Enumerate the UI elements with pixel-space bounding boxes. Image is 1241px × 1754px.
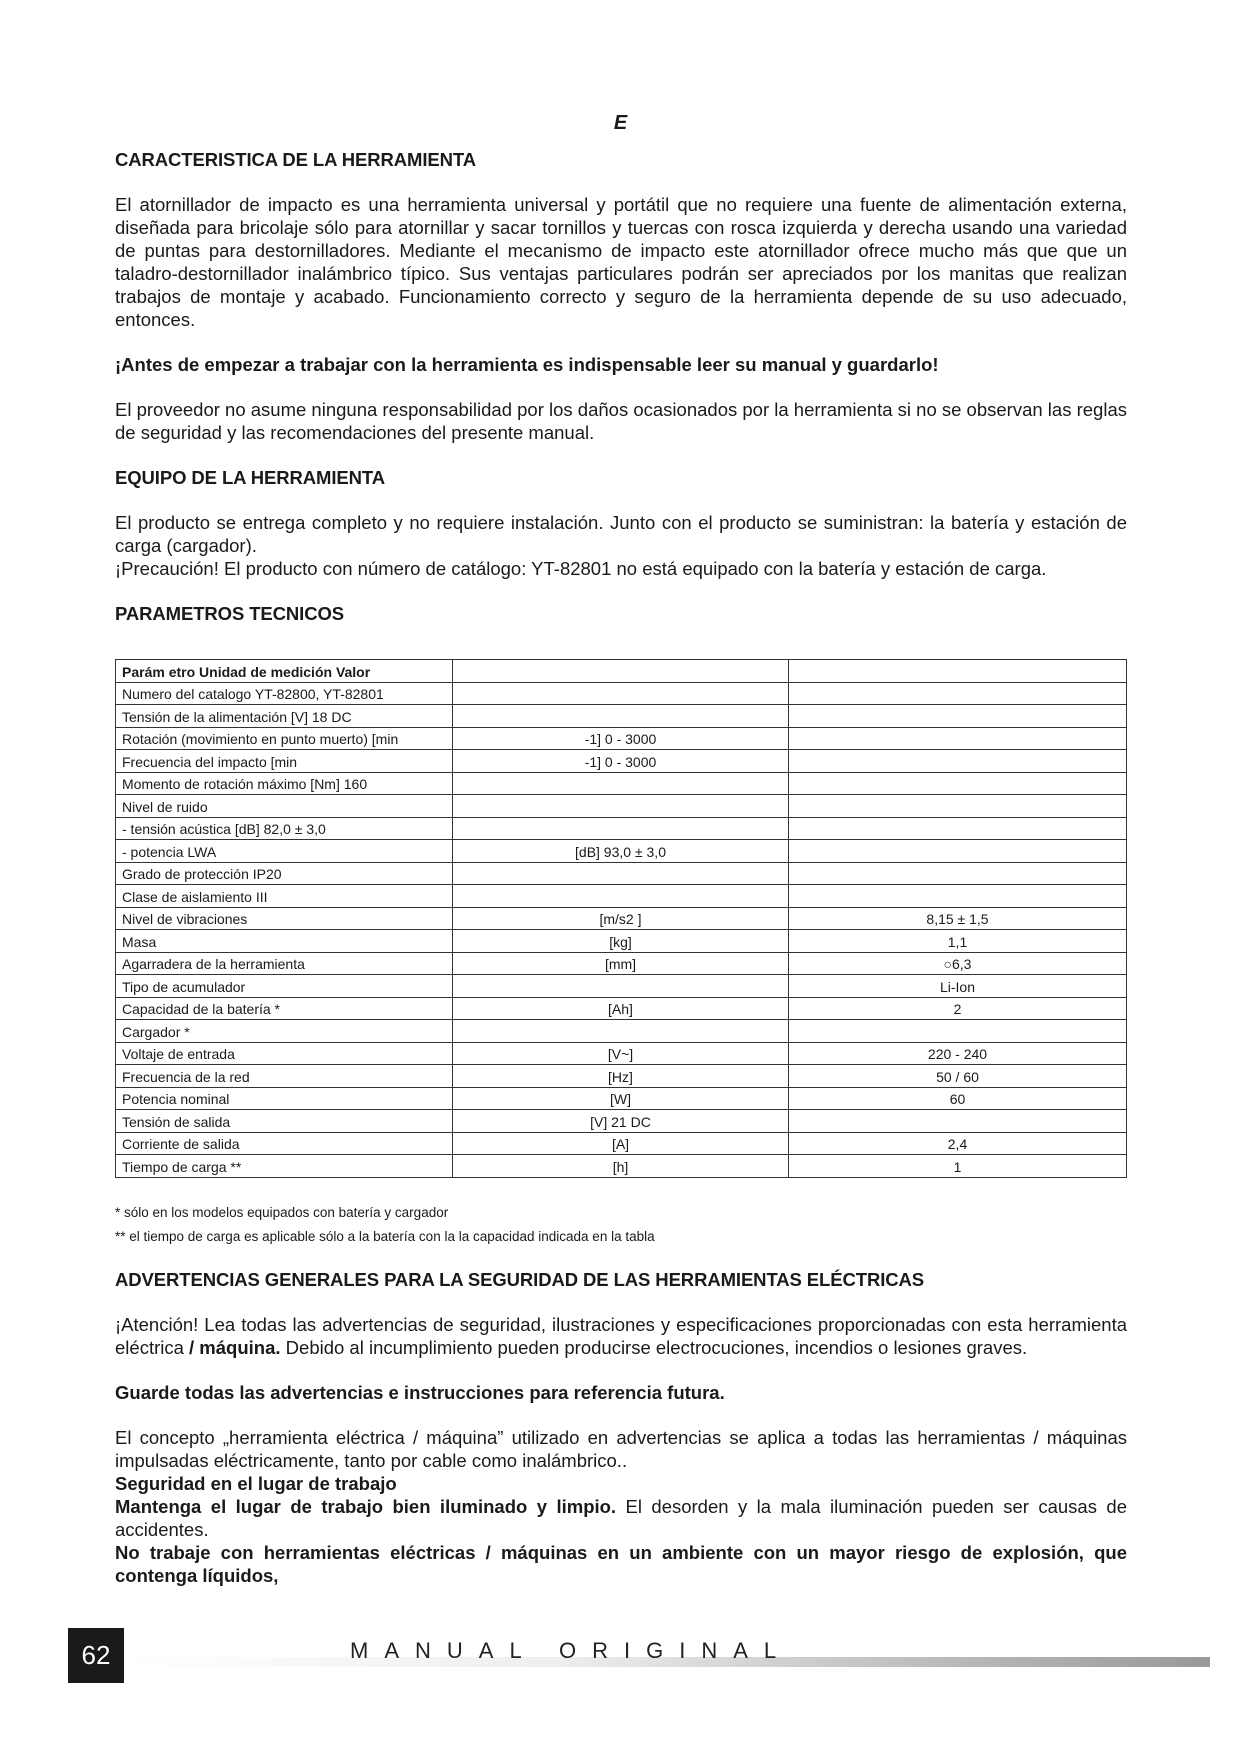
section-title-safety: ADVERTENCIAS GENERALES PARA LA SEGURIDAD DE LAS HERRAMIENTAS ELÉCTRICAS	[115, 1268, 925, 1290]
attention-text-b: Debido al incumplimiento pueden producirse electrocuciones, incendios o lesiones graves.	[280, 1336, 1028, 1358]
explosion-risk-line: No trabaje con herramientas eléctricas / máquinas en un ambiente con un mayor riesgo de explosión, que contenga líquidos,	[115, 1541, 1127, 1586]
table-cell-c3: 60	[789, 1087, 1127, 1110]
table-cell-c3: 220 - 240	[789, 1042, 1127, 1065]
table-cell-c1: - potencia LWA	[116, 840, 453, 863]
table-cell-c1: Potencia nominal	[116, 1087, 453, 1110]
table-cell-c1: Frecuencia de la red	[116, 1065, 453, 1088]
table-cell-c3	[789, 772, 1127, 795]
table-cell-c1: Capacidad de la batería *	[116, 997, 453, 1020]
table-row	[116, 1132, 1127, 1155]
workplace-paragraph	[115, 1495, 1127, 1541]
footnote-battery: * sólo en los modelos equipados con batería y cargador	[115, 1204, 449, 1220]
table-row	[116, 997, 1127, 1020]
equipment-caution: ¡Precaución! El producto con número de catálogo: YT-82801 no está equipado con la batería y estación de carga.	[115, 558, 1047, 579]
table-row	[116, 750, 1127, 773]
attention-text-a: ¡Atención! Lea todas las advertencias de seguridad, ilustraciones y especificaciones proporcionadas con esta herramienta eléctrica	[115, 1313, 1127, 1358]
table-cell-c1: Cargador *	[116, 1020, 453, 1043]
table-cell-c3	[789, 795, 1127, 818]
table-cell-c3: 2,4	[789, 1132, 1127, 1155]
equipment-paragraph: El producto se entrega completo y no requiere instalación. Junto con el producto se suministran: la batería y estación de carga (cargador).	[115, 512, 1127, 556]
table-row	[116, 1155, 1127, 1178]
table-cell-c1: Nivel de vibraciones	[116, 907, 453, 930]
table-cell-c2: [h]	[453, 1155, 789, 1178]
table-cell-c1: Tipo de acumulador	[116, 975, 453, 998]
table-row	[116, 1065, 1127, 1088]
table-row	[116, 727, 1127, 750]
table-row	[116, 930, 1127, 953]
section-title-parameters: PARAMETROS TECNICOS	[115, 603, 345, 624]
table-cell-c2: [A]	[453, 1132, 789, 1155]
table-cell-c1: Voltaje de entrada	[116, 1042, 453, 1065]
table-row	[116, 660, 1127, 683]
table-cell-c3: 8,15 ± 1,5	[789, 907, 1127, 930]
table-cell-c1: Agarradera de la herramienta	[116, 952, 453, 975]
table-row	[116, 952, 1127, 975]
table-cell-c3	[789, 660, 1127, 683]
table-cell-c3	[789, 727, 1127, 750]
table-cell-c3	[789, 862, 1127, 885]
attention-text-bold: / máquina.	[189, 1336, 281, 1358]
table-cell-c1: Momento de rotación máximo [Nm] 160	[116, 772, 453, 795]
table-cell-c2	[453, 795, 789, 818]
table-cell-c3	[789, 885, 1127, 908]
table-cell-c2	[453, 682, 789, 705]
table-cell-c3	[789, 750, 1127, 773]
table-cell-c2: [W]	[453, 1087, 789, 1110]
page-content	[115, 148, 1127, 1587]
workplace-text: El desorden y la mala iluminación pueden ser causas de accidentes.	[115, 1495, 1127, 1540]
table-cell-c3: 1,1	[789, 930, 1127, 953]
page-number-box	[68, 1628, 124, 1683]
table-cell-c3	[789, 682, 1127, 705]
table-cell-c2: [kg]	[453, 930, 789, 953]
table-cell-c1: Tiempo de carga **	[116, 1155, 453, 1178]
table-row	[116, 795, 1127, 818]
table-row	[116, 862, 1127, 885]
section-title-equipment: EQUIPO DE LA HERRAMIENTA	[115, 467, 385, 488]
table-cell-c2	[453, 817, 789, 840]
table-cell-c2	[453, 885, 789, 908]
table-cell-c1: - tensión acústica [dB] 82,0 ± 3,0	[116, 817, 453, 840]
table-cell-c1: Nivel de ruido	[116, 795, 453, 818]
table-row	[116, 817, 1127, 840]
table-cell-c2: [Ah]	[453, 997, 789, 1020]
table-cell-c3	[789, 705, 1127, 728]
table-row	[116, 1087, 1127, 1110]
section-title-characteristics: CARACTERISTICA DE LA HERRAMIENTA	[115, 149, 476, 170]
table-cell-c3: 50 / 60	[789, 1065, 1127, 1088]
table-cell-c3	[789, 817, 1127, 840]
table-cell-c2	[453, 660, 789, 683]
table-cell-c2	[453, 975, 789, 998]
table-cell-c2: [mm]	[453, 952, 789, 975]
table-cell-c2: [V] 21 DC	[453, 1110, 789, 1133]
characteristics-paragraph: El atornillador de impacto es una herramienta universal y portátil que no requiere una fuente de alimentación externa, diseñada para bricolaje sólo para atornillar y sacar tornillos y tuercas con rosca izquierda y derecha usando una variedad de puntas para destornilladores. Mediante el mecanismo de impacto este atornillador ofrece mucho más que que un taladro-destornillador inalámbrico típico. Sus ventajas particulares podrán ser apreciados por los manitas que realizan trabajos de montaje y acabado. Funcionamiento correcto y seguro de la herramienta depende de su uso adecuado, entonces.	[115, 194, 1127, 330]
table-row	[116, 840, 1127, 863]
table-cell-c2: [m/s2 ]	[453, 907, 789, 930]
table-cell-c2: -1] 0 - 3000	[453, 750, 789, 773]
table-cell-c2: [V~]	[453, 1042, 789, 1065]
table-cell-c3	[789, 840, 1127, 863]
table-row	[116, 682, 1127, 705]
table-cell-c1: Masa	[116, 930, 453, 953]
table-row	[116, 885, 1127, 908]
workplace-safety-title: Seguridad en el lugar de trabajo	[115, 1472, 397, 1494]
read-manual-warning: ¡Antes de empezar a trabajar con la herramienta es indispensable leer su manual y guardarlo!	[115, 354, 939, 375]
table-cell-c3: 2	[789, 997, 1127, 1020]
page-number: 62	[81, 1640, 111, 1670]
table-cell-c1: Frecuencia del impacto [min	[116, 750, 453, 773]
table-footnotes	[115, 1204, 1127, 1246]
table-cell-c2: -1] 0 - 3000	[453, 727, 789, 750]
table-cell-c3	[789, 1110, 1127, 1133]
table-cell-c2: [dB] 93,0 ± 3,0	[453, 840, 789, 863]
table-row	[116, 1042, 1127, 1065]
table-cell-c3: 1	[789, 1155, 1127, 1178]
table-row	[116, 1020, 1127, 1043]
table-row	[116, 772, 1127, 795]
table-cell-c2	[453, 1020, 789, 1043]
table-cell-c3	[789, 1020, 1127, 1043]
table-cell-c3: ○6,3	[789, 952, 1127, 975]
language-code: E	[613, 112, 628, 134]
keep-instructions-notice: Guarde todas las advertencias e instrucciones para referencia futura.	[115, 1381, 725, 1403]
concept-paragraph: El concepto „herramienta eléctrica / máquina” utilizado en advertencias se aplica a todas las herramientas / máquinas impulsadas eléctricamente, tanto por cable como inalámbrico..	[115, 1426, 1127, 1471]
technical-parameters-table	[115, 659, 1127, 1178]
table-cell-c2	[453, 705, 789, 728]
workplace-bold: Mantenga el lugar de trabajo bien iluminado y limpio.	[115, 1495, 617, 1517]
table-cell-c1: Parám etro Unidad de medición Valor	[116, 660, 453, 683]
table-cell-c1: Rotación (movimiento en punto muerto) [min	[116, 727, 453, 750]
table-cell-c1: Corriente de salida	[116, 1132, 453, 1155]
table-cell-c1: Clase de aislamiento III	[116, 885, 453, 908]
table-cell-c1: Grado de protección IP20	[116, 862, 453, 885]
table-cell-c2: [Hz]	[453, 1065, 789, 1088]
table-cell-c1: Tensión de salida	[116, 1110, 453, 1133]
table-cell-c2	[453, 862, 789, 885]
table-cell-c2	[453, 772, 789, 795]
footer-label: MANUAL ORIGINAL	[350, 1638, 793, 1663]
footnote-charging-time: ** el tiempo de carga es aplicable sólo a la batería con la la capacidad indicada en la tabla	[115, 1228, 655, 1244]
disclaimer-paragraph: El proveedor no asume ninguna responsabilidad por los daños ocasionados por la herramienta si no se observan las reglas de seguridad y las recomendaciones del presente manual.	[115, 399, 1127, 443]
table-cell-c1: Tensión de la alimentación [V] 18 DC	[116, 705, 453, 728]
table-row	[116, 975, 1127, 998]
attention-paragraph	[115, 1313, 1127, 1359]
table-cell-c1: Numero del catalogo YT-82800, YT-82801	[116, 682, 453, 705]
table-row	[116, 705, 1127, 728]
table-row	[116, 907, 1127, 930]
table-row	[116, 1110, 1127, 1133]
table-cell-c3: Li-Ion	[789, 975, 1127, 998]
